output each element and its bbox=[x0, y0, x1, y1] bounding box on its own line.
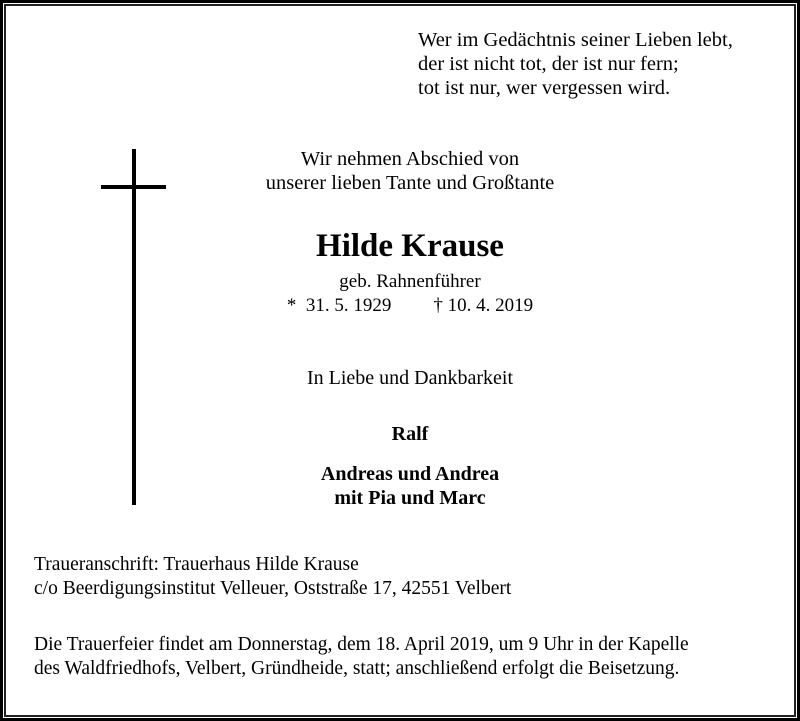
cross-vertical-bar bbox=[132, 149, 136, 505]
life-dates bbox=[180, 294, 640, 318]
death-date: 10. 4. 2019 bbox=[447, 295, 534, 316]
intro-line: Wir nehmen Abschied von bbox=[300, 148, 520, 170]
ceremony-line: des Waldfriedhofs, Velbert, Gründheide, statt; anschließend erfolgt die Beisetzung. bbox=[34, 658, 680, 679]
death-symbol: † bbox=[433, 295, 443, 316]
gratitude-line: In Liebe und Dankbarkeit bbox=[306, 367, 514, 389]
memorial-quote bbox=[418, 28, 733, 100]
birth-symbol: * bbox=[286, 295, 297, 316]
mourner-line: mit Pia und Marc bbox=[334, 487, 486, 509]
funeral-ceremony-info bbox=[34, 633, 689, 681]
intro-line: unserer lieben Tante und Großtante bbox=[265, 172, 555, 194]
mourner-family bbox=[180, 462, 640, 510]
cross-horizontal-bar bbox=[101, 185, 166, 189]
birth-name: geb. Rahnenführer bbox=[339, 271, 481, 292]
quote-line: tot ist nur, wer vergessen wird. bbox=[418, 77, 671, 99]
address-line: Traueranschrift: Trauerhaus Hilde Krause bbox=[34, 554, 359, 575]
mourner-line: Andreas und Andrea bbox=[320, 463, 500, 485]
mourner-name: Ralf bbox=[391, 423, 429, 445]
birth-date: 31. 5. 1929 bbox=[305, 295, 392, 316]
ceremony-line: Die Trauerfeier findet am Donnerstag, dem 18. April 2019, um 9 Uhr in der Kapelle bbox=[34, 634, 689, 655]
mourning-address bbox=[34, 553, 511, 601]
address-line: c/o Beerdigungsinstitut Velleuer, Oststraße 17, 42551 Velbert bbox=[34, 578, 512, 599]
farewell-intro bbox=[180, 147, 640, 195]
inner-border bbox=[4, 4, 796, 717]
deceased-name: Hilde Krause bbox=[316, 228, 504, 264]
quote-line: Wer im Gedächtnis seiner Lieben lebt, bbox=[418, 29, 733, 51]
quote-line: der ist nicht tot, der ist nur fern; bbox=[418, 53, 679, 75]
